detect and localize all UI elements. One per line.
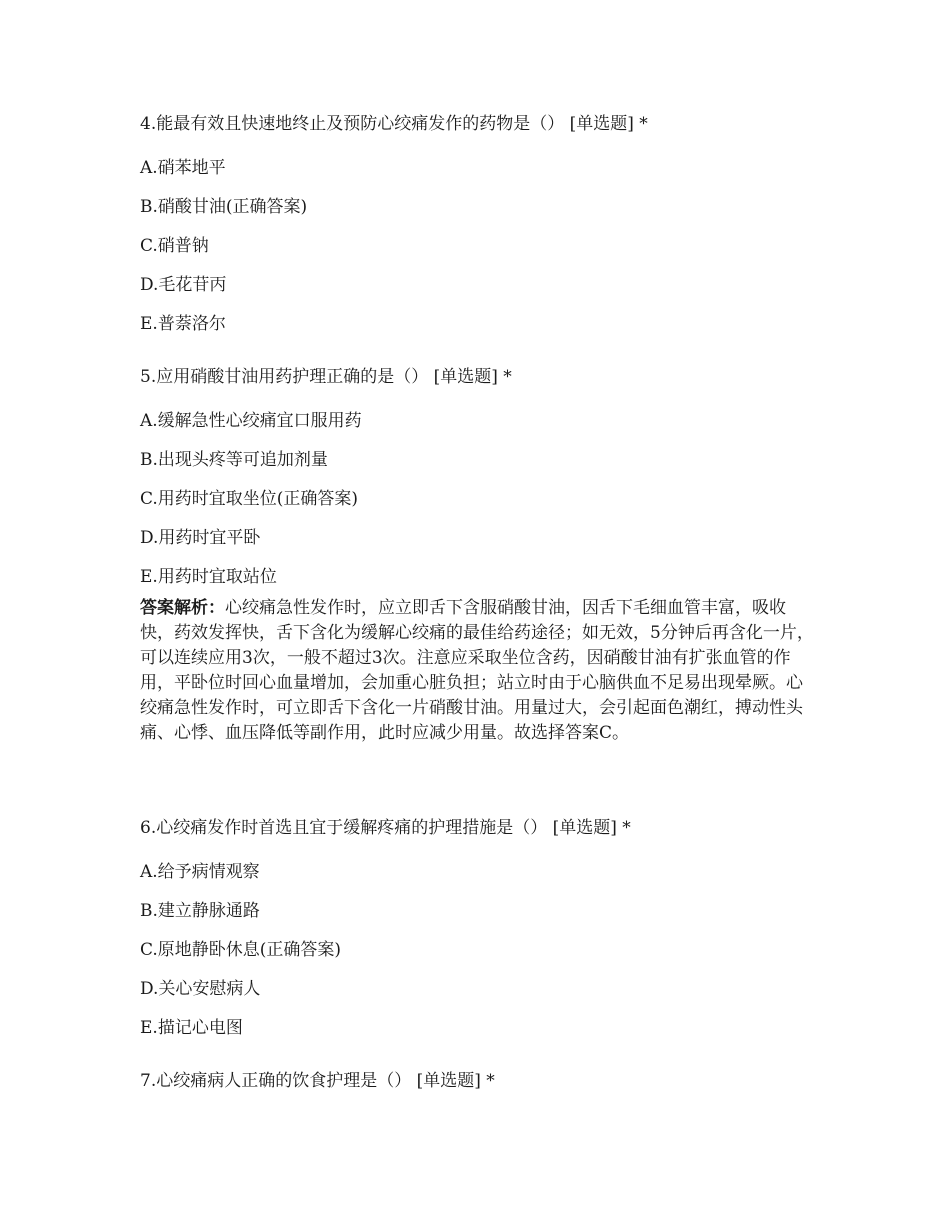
question-4-title: 4.能最有效且快速地终止及预防心绞痛发作的药物是（） [单选题] * (140, 114, 648, 134)
question-4-option-e: E.普萘洛尔 (140, 314, 226, 334)
question-4-option-c: C.硝普钠 (140, 236, 209, 256)
explanation-text: 心绞痛急性发作时，应立即舌下含服硝酸甘油，因舌下毛细血管丰富，吸收快，药效发挥快，舌下含化为缓解心绞痛的最佳给药途径；如无效，5分钟后再含化一片，可以连续应用3次，一般不超过3次。注意应采取坐位含药，因硝酸甘油有扩张血管的作用，平卧位时回心血量增加，会加重心脏负担；站立时由于心脑供血不足易出现晕厥。心绞痛急性发作时，可立即舌下含化一片硝酸甘油。用量过大，会引起面色潮红，搏动性头痛、心悸、血压降低等副作用，此时应减少用量。故选择答案C。 (140, 598, 814, 743)
question-5-option-d: D.用药时宜平卧 (140, 528, 261, 548)
question-7-title: 7.心绞痛病人正确的饮食护理是（） [单选题] * (140, 1071, 495, 1091)
question-6-option-c: C.原地静卧休息(正确答案) (140, 940, 342, 960)
question-6-title: 6.心绞痛发作时首选且宜于缓解疼痛的护理措施是（） [单选题] * (140, 818, 631, 838)
explanation-label: 答案解析： (140, 598, 225, 618)
question-4-option-b: B.硝酸甘油(正确答案) (140, 197, 308, 217)
answer-explanation (140, 596, 815, 746)
question-4-option-d: D.毛花苷丙 (140, 275, 227, 295)
question-6-option-d: D.关心安慰病人 (140, 979, 261, 999)
question-6-option-a: A.给予病情观察 (140, 862, 260, 882)
question-5-option-c: C.用药时宜取坐位(正确答案) (140, 489, 359, 509)
question-5-option-e: E.用药时宜取站位 (140, 567, 277, 587)
question-5-title: 5.应用硝酸甘油用药护理正确的是（） [单选题] * (140, 367, 512, 387)
question-5-option-a: A.缓解急性心绞痛宜口服用药 (140, 411, 362, 431)
question-6-option-e: E.描记心电图 (140, 1018, 243, 1038)
question-5-option-b: B.出现头疼等可追加剂量 (140, 450, 328, 470)
question-4-option-a: A.硝苯地平 (140, 158, 226, 178)
question-6-option-b: B.建立静脉通路 (140, 901, 260, 921)
